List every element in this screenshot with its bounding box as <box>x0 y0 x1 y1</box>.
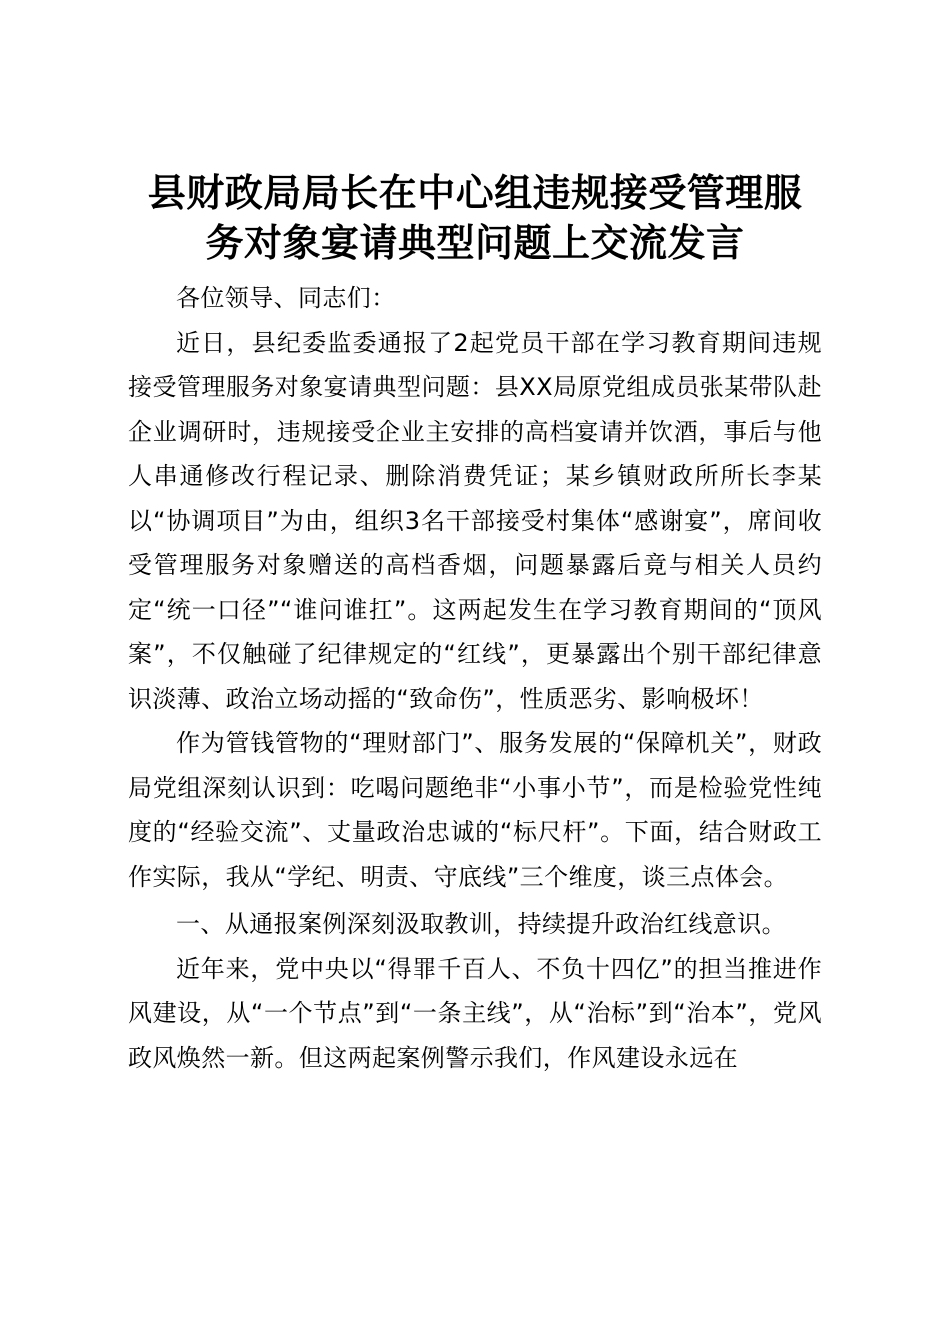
document-content <box>128 168 822 1080</box>
document-body <box>128 276 822 1080</box>
paragraph-2: 作为管钱管物的“理财部门”、服务发展的“保障机关”，财政局党组深刻认识到：吃喝问题绝非“小事小节”，而是检验党性纯度的“经验交流”、丈量政治忠诚的“标尺杆”。下面，结合财政工作实际，我从“学纪、明责、守底线”三个维度，谈三点体会。 <box>128 729 822 891</box>
salutation: 各位领导、同志们： <box>176 284 396 312</box>
paragraph-3: 近年来，党中央以“得罪千百人、不负十四亿”的担当推进作风建设，从“一个节点”到“一条主线”，从“治标”到“治本”，党风政风焕然一新。但这两起案例警示我们，作风建设永远在 <box>128 954 822 1072</box>
paragraph-1: 近日，县纪委监委通报了2起党员干部在学习教育期间违规接受管理服务对象宴请典型问题：县XX局原党组成员张某带队赴企业调研时，违规接受企业主安排的高档宴请并饮酒，事后与他人串通修改行程记录、删除消费凭证；某乡镇财政所所长李某以“协调项目”为由，组织3名干部接受村集体“感谢宴”，席间收受管理服务对象赠送的高档香烟，问题暴露后竟与相关人员约定“统一口径”“谁问谁扛”。这两起发生在学习教育期间的“顶风案”，不仅触碰了纪律规定的“红线”，更暴露出个别干部纪律意识淡薄、政治立场动摇的“致命伤”，性质恶劣、影响极坏！ <box>128 328 822 713</box>
title-line-1: 县财政局局长在中心组违规接受管理服 <box>147 170 803 215</box>
section-heading-1: 一、从通报案例深刻汲取教训，持续提升政治红线意识。 <box>176 910 786 938</box>
document-title <box>128 168 822 268</box>
title-line-2: 务对象宴请典型问题上交流发言 <box>205 220 745 265</box>
